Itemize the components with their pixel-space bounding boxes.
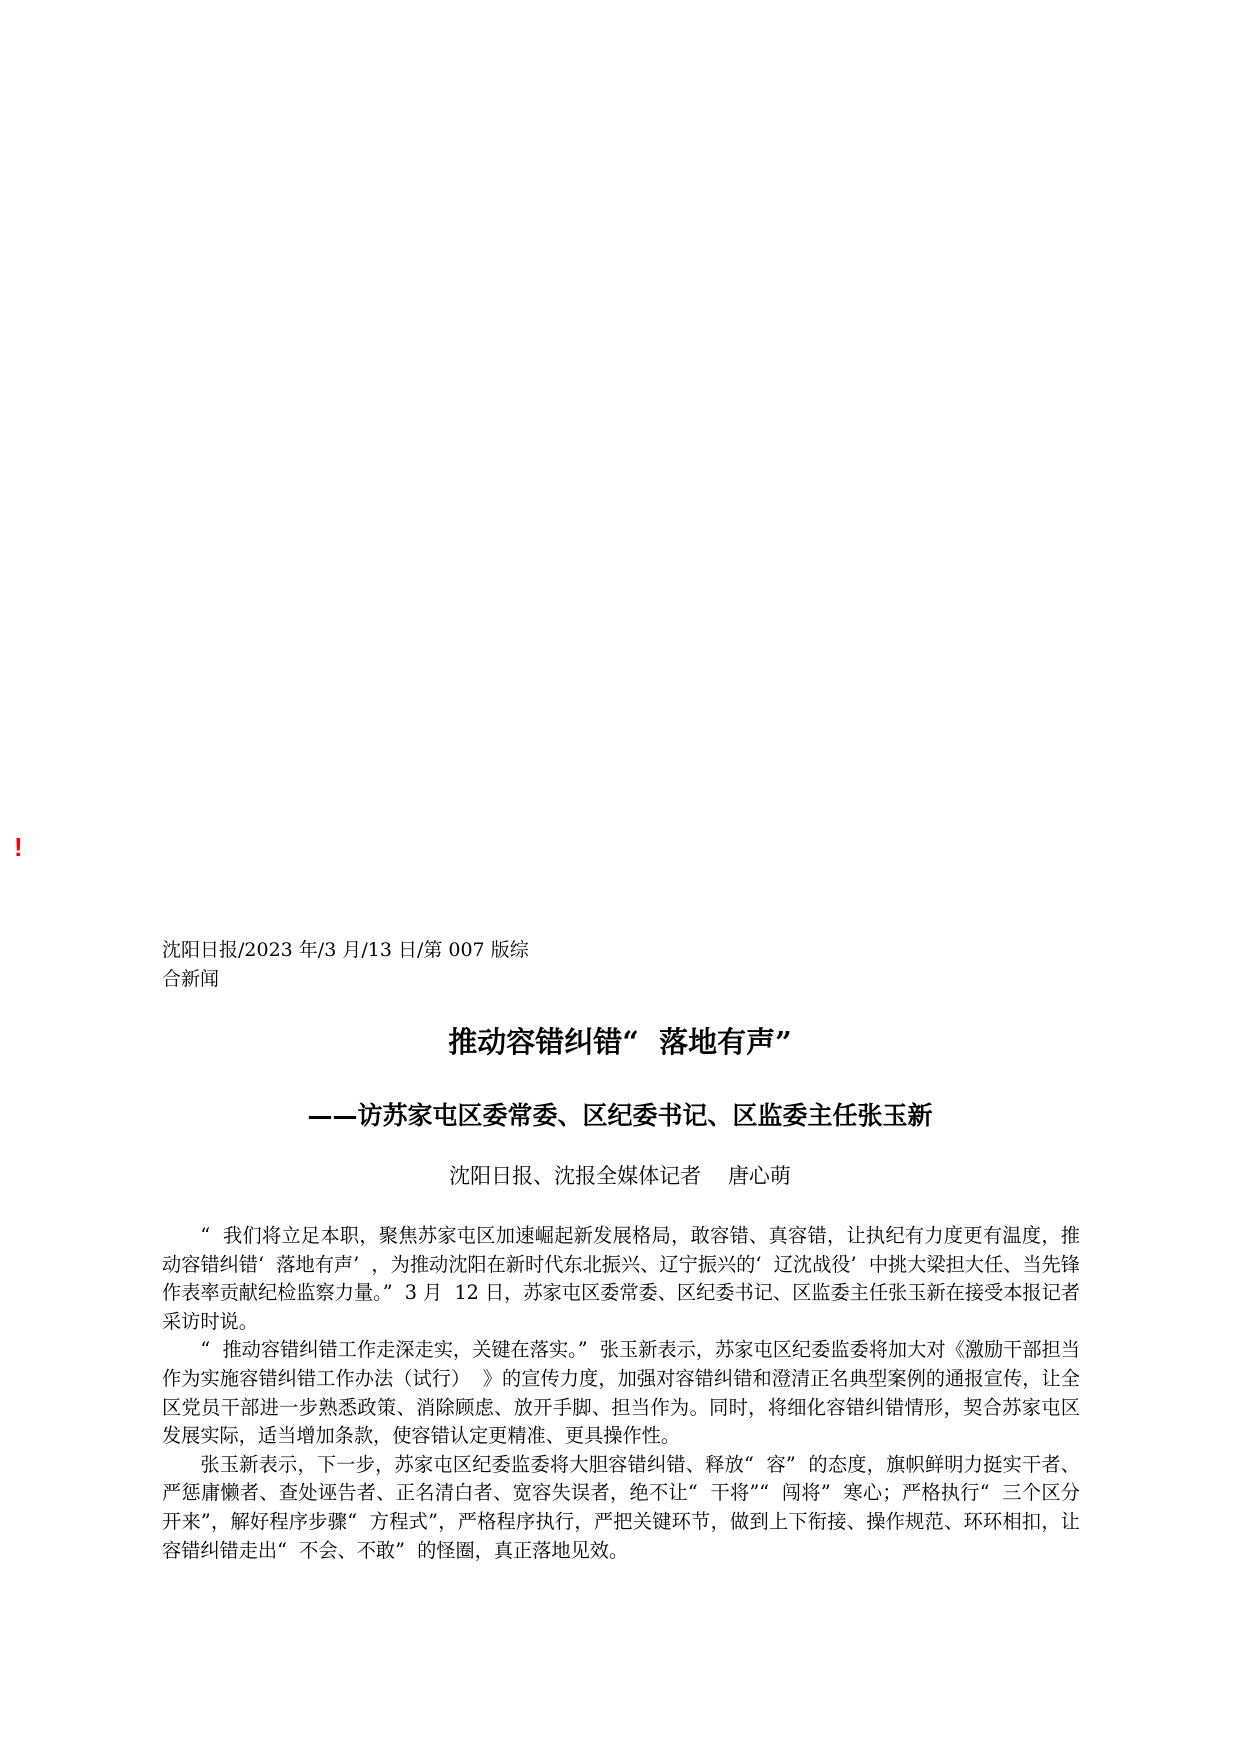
paragraph: “ 我们将立足本职，聚焦苏家屯区加速崛起新发展格局，敢容错、真容错，让执纪有力度更有温度，推动容错纠错‘ 落地有声’ ，为推动沈阳在新时代东北振兴、辽宁振兴的‘ 辽沈战役’ 中挑大梁担大任、当先锋作表率贡献纪检监察力量。” 3 月 12 日，苏家屯区委常委、区纪委书记、区监委主任张玉新在接受本报记者采访时说。 (162, 1224, 1080, 1333)
article-body (162, 1222, 1080, 1565)
paragraph: 张玉新表示，下一步，苏家屯区纪委监委将大胆容错纠错、释放“ 容” 的态度，旗帜鲜明力挺实干者、严惩庸懒者、查处诬告者、正名清白者、宽容失误者，绝不让“ 干将”“ 闯将” 寒心；严格执行“ 三个区分开来”，解好程序步骤“ 方程式”，严格程序执行，严把关键环节，做到上下衔接、操作规范、环环相扣，让容错纠错走出“ 不会、不敢” 的怪圈，真正落地见效。 (162, 1452, 1080, 1562)
warning-mark: ! (14, 832, 23, 862)
article-title: 推动容错纠错“ 落地有声” (448, 1025, 792, 1059)
article-subtitle: ——访苏家屯区委常委、区纪委书记、区监委主任张玉新 (307, 1101, 933, 1130)
source-line: 沈阳日报/2023 年/3 月/13 日/第 007 版综合新闻 (162, 939, 529, 990)
byline: 沈阳日报、沈报全媒体记者 唐心萌 (449, 1164, 791, 1188)
paragraph: “ 推动容错纠错工作走深走实，关键在落实。” 张玉新表示，苏家屯区纪委监委将加大对《激励干部担当作为实施容错纠错工作办法（试行） 》的宣传力度，加强对容错纠错和澄清正名典型案例的通报宣传，让全区党员干部进一步熟悉政策、消除顾虑、放开手脚、担当作为。同时，将细化容错纠错情形，契合苏家屯区发展实际，适当增加条款，使容错认定更精准、更具操作性。 (162, 1338, 1080, 1448)
